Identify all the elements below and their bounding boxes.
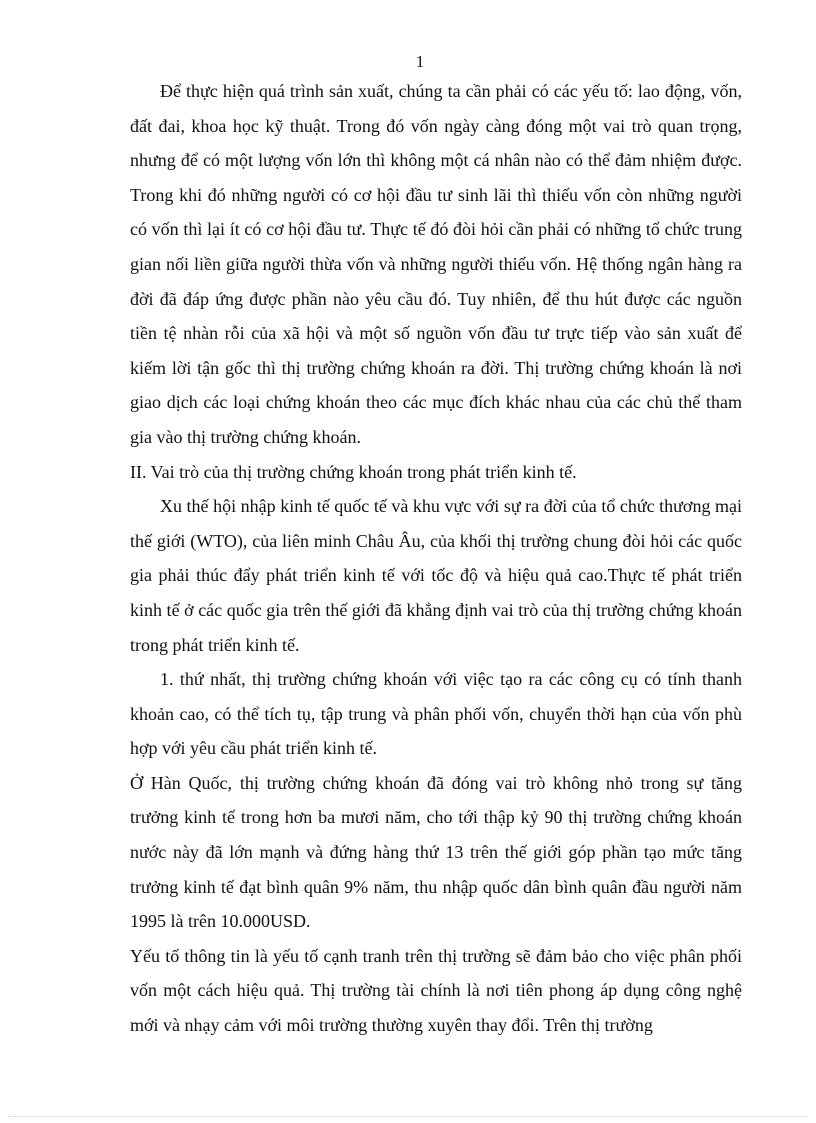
paragraph-intro: Để thực hiện quá trình sản xuất, chúng ta cần phải có các yếu tố: lao động, vốn, đất đai, khoa học kỹ thuật. Trong đó vốn ngày càng đóng một vai trò quan trọng, nhưng để có một lượng vốn lớn thì không một cá nhân nào có thể đảm nhiệm được. Trong khi đó những người có cơ hội đầu tư sinh lãi thì thiếu vốn còn những người có vốn thì lại ít có cơ hội đầu tư. Thực tế đó đòi hỏi cần phải có những tổ chức trung gian nối liền giữa người thừa vốn và những người thiếu vốn. Hệ thống ngân hàng ra đời đã đáp ứng được phần nào yêu cầu đó. Tuy nhiên, để thu hút được các nguồn tiền tệ nhàn rỗi của xã hội và một số nguồn vốn đầu tư trực tiếp vào sản xuất để kiếm lời tận gốc thì thị trường chứng khoán ra đời. Thị trường chứng khoán là nơi giao dịch các loại chứng khoán theo các mục đích khác nhau của các chủ thể tham gia vào thị trường chứng khoán.	[130, 81, 742, 447]
paragraph-integration-trend: Xu thế hội nhập kinh tế quốc tế và khu vực với sự ra đời của tổ chức thương mại thế giới (WTO), của liên minh Châu Âu, của khối thị trường chung đòi hỏi các quốc gia phải thúc đẩy phát triển kinh tế với tốc độ và hiệu quả cao.Thực tế phát triển kinh tế ở các quốc gia trên thế giới đã khẳng định vai trò của thị trường chứng khoán trong phát triển kinh tế.	[130, 496, 742, 655]
paragraph-korea-example: Ở Hàn Quốc, thị trường chứng khoán đã đóng vai trò không nhỏ trong sự tăng trưởng kinh tế trong hơn ba mươi năm, cho tới thập kỷ 90 thị trường chứng khoán nước này đã lớn mạnh và đứng hàng thứ 13 trên thế giới góp phần tạo mức tăng trưởng kinh tế đạt bình quân 9% năm, thu nhập quốc dân bình quân đầu người năm 1995 là trên 10.000USD.	[130, 772, 742, 932]
paragraph-first-role: 1. thứ nhất, thị trường chứng khoán với việc tạo ra các công cụ có tính thanh khoản cao, có thể tích tụ, tập trung và phân phối vốn, chuyển thời hạn của vốn phù hợp với yêu cầu phát triển kinh tế.	[130, 669, 742, 759]
section-heading: II. Vai trò của thị trường chứng khoán trong phát triển kinh tế.	[130, 461, 577, 482]
paragraph-information-factor: Yếu tố thông tin là yếu tố cạnh tranh trên thị trường sẽ đảm bảo cho việc phân phối vốn một cách hiệu quả. Thị trường tài chính là nơi tiên phong áp dụng công nghệ mới và nhạy cảm với môi trường thường xuyên thay đổi. Trên thị trường	[130, 945, 742, 1036]
page-bottom-divider	[8, 1116, 808, 1117]
document-body	[130, 74, 742, 1043]
page-number: 1	[415, 52, 425, 71]
